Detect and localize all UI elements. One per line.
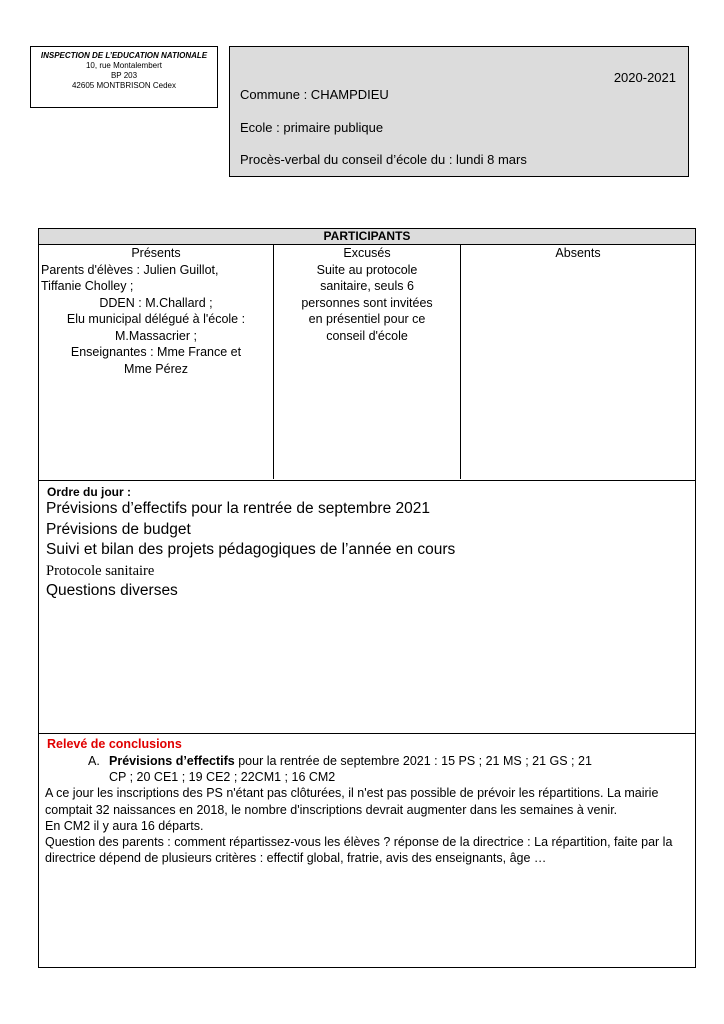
excuses-label: Excusés: [343, 246, 391, 260]
item-text-continued: CP ; 20 CE1 ; 19 CE2 ; 22CM1 ; 16 CM2: [109, 770, 336, 785]
excuses-line: sanitaire, seuls 6: [320, 279, 414, 293]
agenda-item: Questions diverses: [46, 582, 178, 599]
conclusion-paragraph: A ce jour les inscriptions des PS n'étant pas clôturées, il n'est pas possible de prévoir les répartitions. La mairie comptait 32 naissances en 2018, le nombre d'inscriptions devrait augmenter dans les semaines à venir.: [45, 786, 659, 817]
inspection-address-line-3: 42605 MONTBRISON Cedex: [71, 81, 177, 90]
item-heading: Prévisions d’effectifs: [109, 754, 235, 768]
conclusion-paragraph: En CM2 il y aura 16 départs.: [45, 818, 204, 833]
agenda-item: Prévisions de budget: [46, 520, 191, 538]
presents-line: Mme Pérez: [124, 361, 188, 376]
presents-column: [39, 245, 274, 479]
excuses-line: conseil d'école: [326, 328, 408, 343]
participants-heading: PARTICIPANTS: [39, 229, 695, 245]
meeting-header-box: [229, 46, 689, 177]
school-line: Ecole : primaire publique: [240, 120, 384, 135]
excuses-line: Suite au protocole: [316, 262, 418, 277]
conclusion-item-a-continued: [45, 769, 691, 785]
inspection-title: INSPECTION DE L’EDUCATION NATIONALE: [40, 51, 208, 60]
absents-label: Absents: [555, 246, 601, 260]
school-year: 2020-2021: [613, 70, 676, 85]
item-text: pour la rentrée de septembre 2021 : 15 PS ; 21 MS ; 21 GS ; 21: [234, 754, 592, 768]
excuses-line: en présentiel pour ce: [308, 312, 426, 326]
participants-table: [38, 228, 696, 968]
agenda-item: Suivi et bilan des projets pédagogiques de l’année en cours: [46, 541, 456, 558]
presents-line: Parents d'élèves : Julien Guillot,: [41, 262, 219, 277]
inspection-address-line-2: BP 203: [110, 71, 138, 80]
conclusions-body: [45, 753, 691, 866]
item-letter: A.: [88, 754, 100, 768]
agenda-section: [39, 480, 695, 733]
excuses-column: [274, 245, 461, 479]
presents-label: Présents: [131, 246, 181, 260]
absents-column: [461, 245, 695, 479]
conclusion-item-a: [45, 753, 691, 769]
presents-line: Elu municipal délégué à l'école :: [66, 312, 246, 326]
inspection-address-line-1: 10, rue Montalembert: [85, 61, 163, 70]
minutes-date-line: Procès-verbal du conseil d’école du : lundi 8 mars: [240, 152, 527, 167]
conclusion-paragraph: Question des parents : comment répartissez-vous les élèves ? réponse de la directrice : La répartition, faite par la directrice dépend de plusieurs critères : effectif global, fratrie, avis des enseignants, âge …: [45, 835, 673, 866]
agenda-item: Protocole sanitaire: [46, 562, 155, 579]
agenda-item: Prévisions d’effectifs pour la rentrée de septembre 2021: [46, 500, 430, 517]
agenda-title: Ordre du jour :: [47, 485, 131, 499]
excuses-line: personnes sont invitées: [301, 295, 433, 310]
presents-line: M.Massacrier ;: [115, 328, 197, 343]
agenda-list: [46, 499, 455, 602]
presents-line: DDEN : M.Challard ;: [99, 295, 213, 310]
presents-line: Tiffanie Cholley ;: [41, 279, 134, 293]
commune-line: Commune : CHAMPDIEU: [240, 87, 389, 102]
conclusions-title: Relevé de conclusions: [47, 737, 182, 751]
inspection-address-box: [30, 46, 218, 108]
conclusions-section: [39, 733, 695, 967]
presents-line: Enseignantes : Mme France et: [70, 345, 242, 359]
